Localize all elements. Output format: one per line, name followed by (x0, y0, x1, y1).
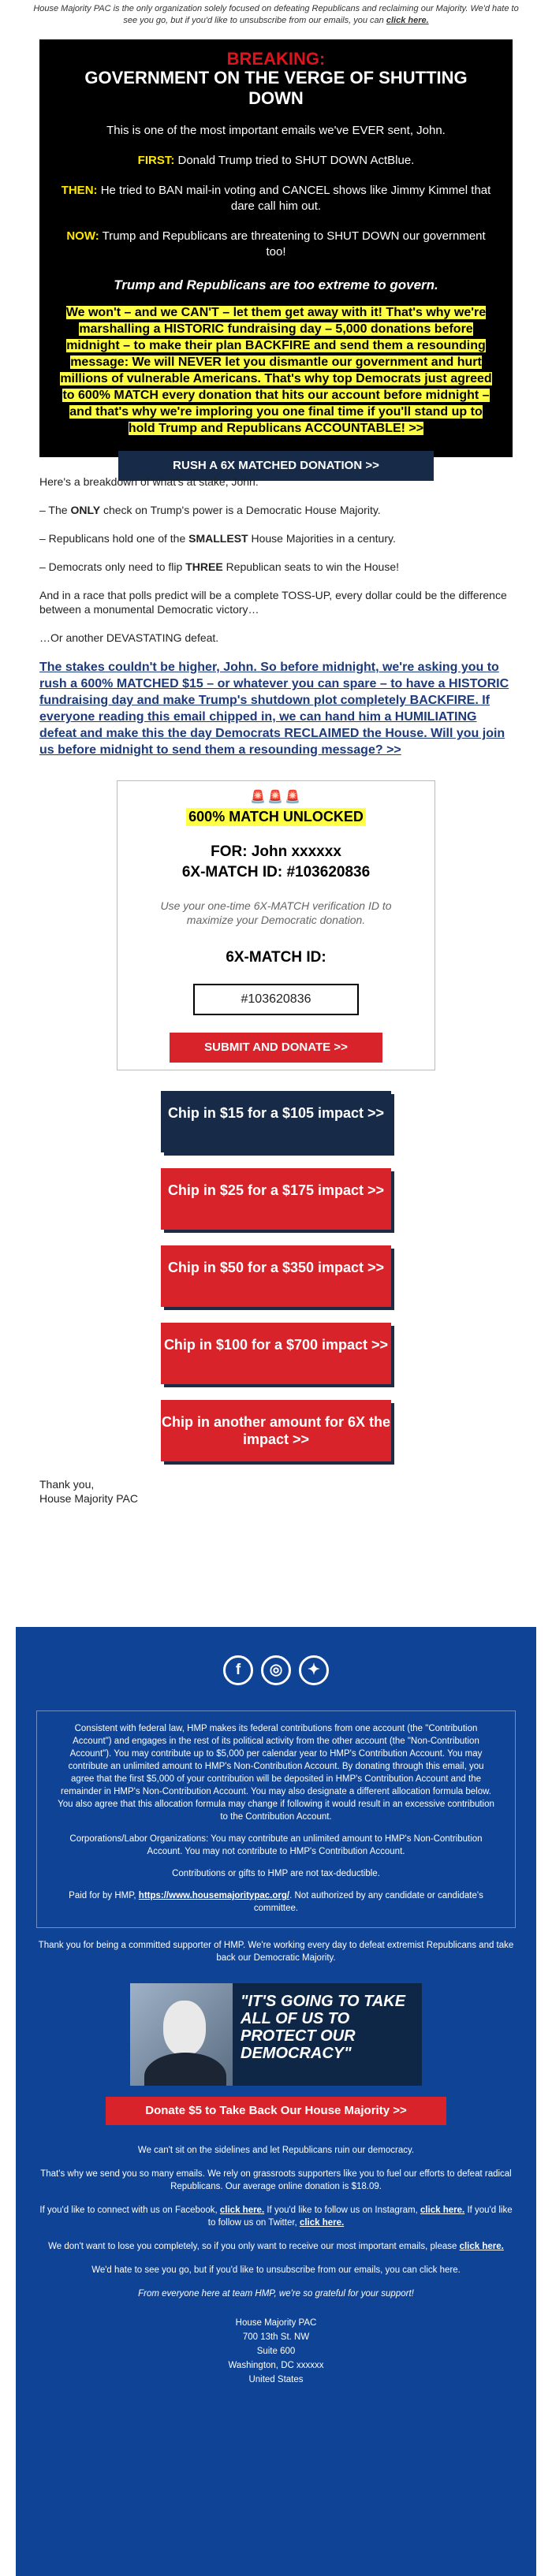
verification-text: Use your one-time 6X-MATCH verification ID to maximize your Democratic donation. (160, 899, 392, 926)
footer (16, 1627, 536, 2576)
twitter-icon[interactable]: ✦ (299, 1655, 329, 1685)
preheader-unsubscribe-link[interactable]: click here. (386, 16, 429, 25)
point-1-pre: – The (39, 504, 68, 516)
first-text: Donald Trump tried to SHUT DOWN ActBlue. (177, 154, 415, 167)
hero-highlight-text: We won't – and we CAN'T – let them get away with it! That's why we're marshalling a HISTORIC fundraising day – 5,000 donations before midnight – to make their plan BACKFIRE and send them a resounding message: We will NEVER let you dismantle our government and hurt millions of vulnerable Americans. That's why top Democrats just agreed to 600% MATCH every donation that hits our account before midnight – and that's why we're imploring you one final time if you'll stand up to hold Trump and Republicans ACCOUNTABLE! >> (60, 306, 492, 435)
tossup-text: And in a race that polls predict will be a complete TOSS-UP, every dollar could be the difference between a monumental Democratic victory… (39, 589, 507, 616)
signoff-thanks: Thank you, (39, 1478, 95, 1491)
quote-banner[interactable] (130, 1983, 422, 2086)
twitter-link[interactable]: click here. (299, 2218, 345, 2228)
breakdown-text: Here's a breakdown of what's at stake, John: (39, 475, 259, 488)
siren-icons: 🚨🚨🚨 (250, 791, 302, 804)
signoff-org: House Majority PAC (39, 1492, 139, 1505)
chip-15-button[interactable]: Chip in $15 for a $105 impact >> (161, 1091, 391, 1152)
address-line: House Majority PAC (235, 2318, 317, 2328)
social-icons (36, 1655, 516, 1687)
match-id-label: 6X-MATCH ID: (226, 949, 326, 966)
connect-facebook-text: If you'd like to connect with us on Facebook, (39, 2206, 218, 2215)
point-2 (39, 531, 513, 545)
point-3-post: Republican seats to win the House! (226, 560, 400, 573)
connect-instagram-text: If you'd like to follow us on Instagram, (267, 2206, 418, 2215)
grateful-text: From everyone here at team HMP, we're so grateful for your support! (138, 2289, 414, 2299)
instagram-icon[interactable]: ◎ (261, 1655, 291, 1685)
email-body (39, 475, 513, 758)
for-line: FOR: John xxxxxx (211, 843, 341, 860)
connect-twitter-text: If you'd like to follow us on Twitter, (207, 2206, 513, 2228)
legal-disclaimer (36, 1711, 516, 1928)
point-3-bold: THREE (185, 560, 223, 573)
point-1-post: check on Trump's power is a Democratic House Majority. (103, 504, 381, 516)
less-email-pre: We don't want to lose you completely, so if you only want to receive our most important emails, please (48, 2242, 457, 2251)
unsubscribe-text[interactable]: We'd hate to see you go, but if you'd like to unsubscribe from our emails, you can click here. (91, 2265, 461, 2275)
paid-for-text (58, 1889, 494, 1915)
mailing-address (36, 2316, 516, 2387)
match-unlocked-label: 600% MATCH UNLOCKED (186, 808, 366, 826)
supporter-text: Thank you for being a committed supporter of HMP. We're working every day to defeat extremist Republicans and take back our Democratic Majority. (38, 1941, 514, 1963)
hero-intro: This is one of the most important emails we've EVER sent, John. (106, 124, 446, 137)
defeat-text: …Or another DEVASTATING defeat. (39, 631, 219, 644)
speaker-photo (130, 1983, 233, 2086)
breaking-label: BREAKING: (226, 49, 326, 69)
match-id-line: 6X-MATCH ID: #103620836 (181, 864, 371, 880)
speaker-head (163, 2001, 206, 2056)
grassroots-text: That's why we send you so many emails. We rely on grassroots supporters like you to fuel our efforts to defeat radical Republicans. Our average online donation is $18.09. (40, 2169, 512, 2191)
then-label: THEN: (61, 184, 98, 197)
first-label: FIRST: (137, 154, 175, 167)
less-email-text (36, 2240, 516, 2253)
hero-first (55, 153, 497, 169)
point-1-bold: ONLY (70, 504, 101, 516)
submit-donate-button[interactable]: SUBMIT AND DONATE >> (170, 1033, 382, 1063)
hmp-website-link[interactable]: https://www.housemajoritypac.org/ (138, 1891, 290, 1900)
hero-highlight-link[interactable] (55, 304, 497, 437)
address-line: Washington, DC xxxxxx (228, 2361, 324, 2370)
rush-donation-button[interactable]: RUSH A 6X MATCHED DONATION >> (118, 451, 434, 481)
facebook-icon[interactable]: f (223, 1655, 253, 1685)
preheader (0, 0, 552, 28)
point-2-post: House Majorities in a century. (251, 532, 396, 545)
hero-banner (39, 39, 513, 472)
point-2-bold: SMALLEST (188, 532, 248, 545)
paid-post: . Not authorized by any candidate or candidate's committee. (253, 1891, 483, 1913)
legal-corporations-text: Corporations/Labor Organizations: You may contribute an unlimited amount to HMP's Non-Contribution Account. You may not contribute to HMP's Contribution Account. (69, 1834, 483, 1856)
chip-100-button[interactable]: Chip in $100 for a $700 impact >> (161, 1323, 391, 1384)
connect-text (36, 2204, 516, 2229)
chip-other-amount-button[interactable]: Chip in another amount for 6X the impact >> (161, 1400, 391, 1461)
point-3-pre: – Democrats only need to flip (39, 560, 183, 573)
point-2-pre: – Republicans hold one of the (39, 532, 186, 545)
less-email-link[interactable]: click here. (459, 2242, 504, 2251)
now-label: NOW: (66, 229, 99, 243)
match-id-input[interactable] (193, 984, 359, 1015)
chip-50-button[interactable]: Chip in $50 for a $350 impact >> (161, 1245, 391, 1307)
address-line: Suite 600 (256, 2347, 296, 2356)
hero-now (55, 229, 497, 260)
instagram-link[interactable]: click here. (420, 2206, 465, 2215)
address-line: 700 13th St. NW (242, 2332, 310, 2342)
signoff (39, 1477, 513, 1509)
hero-extreme: Trump and Republicans are too extreme to govern. (114, 277, 438, 292)
hero-then (55, 183, 497, 214)
speaker-shoulders (144, 2053, 226, 2086)
chip-25-button[interactable]: Chip in $25 for a $175 impact >> (161, 1168, 391, 1230)
legal-contribution-text: Consistent with federal law, HMP makes its federal contributions from one account (the "Contribution Account") and engages in the rest of its political activity from the other account (the "Non-Contribution Account"). You may contribute up to $5,000 per calendar year to HMP's Contribution Account. You may contribute an unlimited amount to HMP's Non-Contribution Account. By donating through this email, you agree that the first $5,000 of your contribution will be deposited in HMP's Contribution Account and the remainder in HMP's Non-Contribution Account. You may also designate a different allocation formula below. You also agree that this allocation formula may change if following it would result in an excessive contribution to the Contribution Account. (58, 1724, 494, 1822)
now-text: Trump and Republicans are threatening to SHUT DOWN our government too! (102, 229, 486, 259)
facebook-link[interactable]: click here. (219, 2206, 265, 2215)
hero-headline: GOVERNMENT ON THE VERGE OF SHUTTING DOWN (84, 68, 468, 108)
chip-buttons (39, 1091, 513, 1461)
point-3 (39, 560, 513, 574)
preheader-text: House Majority PAC is the only organization solely focused on defeating Republicans and reclaiming our Majority. We'd hate to see you go, but if you'd like to unsubscribe from our emails, you can (33, 4, 519, 25)
then-text: He tried to BAN mail-in voting and CANCEL shows like Jimmy Kimmel that dare call him out. (100, 184, 491, 213)
paid-pre: Paid for by HMP, (69, 1891, 136, 1900)
sidelines-text: We can't sit on the sidelines and let Republicans ruin our democracy. (137, 2146, 415, 2155)
address-line: United States (248, 2375, 304, 2384)
donate-5-button[interactable]: Donate $5 to Take Back Our House Majority >> (106, 2097, 446, 2125)
banner-quote: "IT'S GOING TO TAKE ALL OF US TO PROTECT OUR DEMOCRACY" (241, 1993, 406, 2062)
match-box (117, 780, 435, 1070)
legal-tax-text: Contributions or gifts to HMP are not tax-deductible. (172, 1869, 380, 1878)
point-1 (39, 503, 513, 517)
stakes-link[interactable]: The stakes couldn't be higher, John. So before midnight, we're asking you to rush a 600% MATCHED $15 – or whatever you can spare – to have a HISTORIC fundraising day and make Trump's shutdown plot completely BACKFIRE. If everyone reading this email chipped in, we can hand him a HUMILIATING defeat and make this the day Democrats RECLAIMED the House. Will you join us before midnight to send them a resounding message? >> (39, 661, 509, 757)
